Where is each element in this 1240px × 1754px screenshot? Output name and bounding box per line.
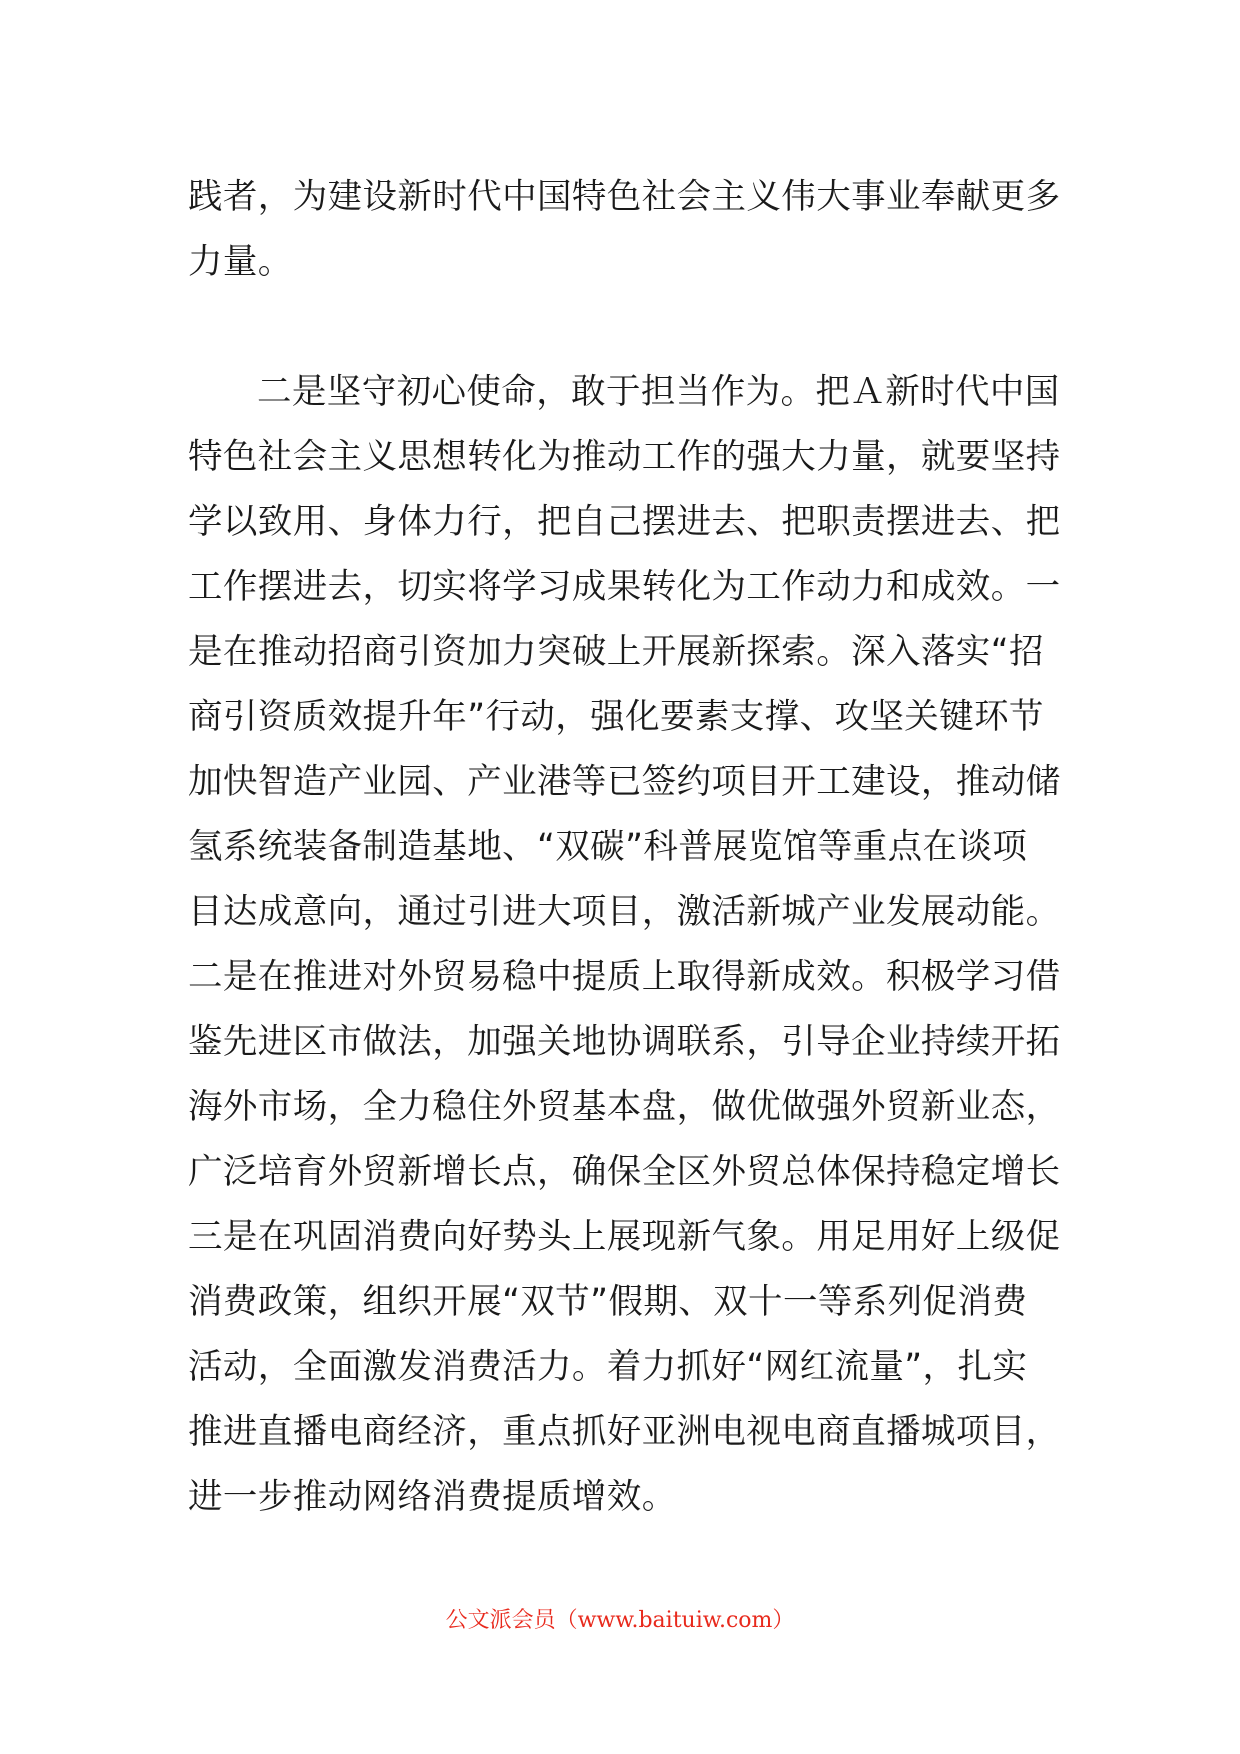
text-line: 进一步推动网络消费提质增效。 bbox=[188, 1477, 677, 1517]
text-line: 力量。 bbox=[188, 242, 293, 282]
text-line: 消费政策，组织开展“双节”假期、双十一等系列促消费 bbox=[188, 1282, 1028, 1322]
text-line: 鉴先进区市做法，加强关地协调联系，引导企业持续开拓 bbox=[188, 1022, 1061, 1062]
text-line: 三是在巩固消费向好势头上展现新气象。用足用好上级促 bbox=[188, 1217, 1061, 1257]
text-line: 商引资质效提升年”行动，强化要素支撑、攻坚关键环节 bbox=[188, 697, 1044, 737]
text-line: 海外市场，全力稳住外贸基本盘，做优做强外贸新业态， bbox=[188, 1087, 1061, 1127]
text-line: 广泛培育外贸新增长点，确保全区外贸总体保持稳定增长 bbox=[188, 1152, 1061, 1192]
text-line: 加快智造产业园、产业港等已签约项目开工建设，推动储 bbox=[188, 762, 1061, 802]
footer-watermark: 公文派会员（www.baituiw.com） bbox=[445, 1608, 795, 1633]
text-line: 目达成意向，通过引进大项目，激活新城产业发展动能。 bbox=[188, 892, 1061, 932]
text-line: 二是在推进对外贸易稳中提质上取得新成效。积极学习借 bbox=[188, 957, 1061, 997]
text-line: 工作摆进去，切实将学习成果转化为工作动力和成效。一 bbox=[188, 567, 1061, 607]
paragraph-continuation bbox=[188, 165, 1061, 295]
text-line: 学以致用、身体力行，把自己摆进去、把职责摆进去、把 bbox=[188, 502, 1061, 542]
text-line: 氢系统装备制造基地、“双碳”科普展览馆等重点在谈项 bbox=[188, 827, 1028, 867]
text-line: 活动，全面激发消费活力。着力抓好“网红流量”，扎实 bbox=[188, 1347, 1028, 1387]
text-line: 推进直播电商经济，重点抓好亚洲电视电商直播城项目， bbox=[188, 1412, 1061, 1452]
text-line-indented: 二是坚守初心使命，敢于担当作为。把Ａ新时代中国 bbox=[257, 372, 1060, 412]
text-line: 是在推动招商引资加力突破上开展新探索。深入落实“招 bbox=[188, 632, 1044, 672]
paragraph-main bbox=[188, 360, 1061, 1530]
text-line: 特色社会主义思想转化为推动工作的强大力量，就要坚持 bbox=[188, 437, 1061, 477]
text-line: 践者，为建设新时代中国特色社会主义伟大事业奉献更多 bbox=[188, 177, 1061, 217]
